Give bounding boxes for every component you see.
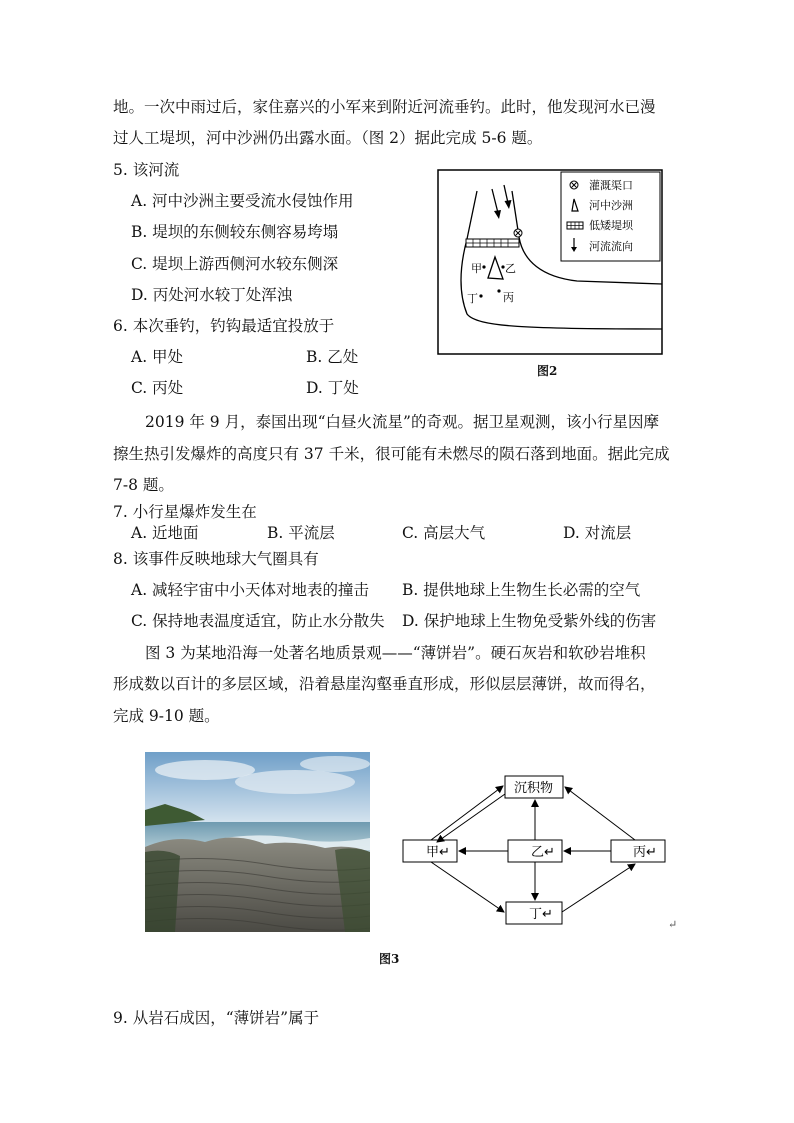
passage2-line1: 2019 年 9 月，泰国出现“白昼火流星”的奇观。据卫星观测，该小行星因摩 bbox=[145, 413, 659, 431]
q6-option-a: A. 甲处 bbox=[131, 348, 184, 366]
q8-option-c: C. 保持地表温度适宜，防止水分散失 bbox=[131, 612, 385, 630]
photo-foreground-vegetation bbox=[145, 851, 180, 932]
node-yi-label: 乙↵ bbox=[531, 845, 555, 860]
q8-option-a: A. 减轻宇宙中小天体对地表的撞击 bbox=[131, 581, 370, 599]
figure2-caption: 图2 bbox=[537, 364, 558, 378]
passage1-line1: 地。一次中雨过后，家住嘉兴的小军来到附近河流垂钓。此时，他发现河水已漫 bbox=[113, 98, 656, 116]
canal-outlet-marker bbox=[514, 229, 522, 237]
return-mark: ↵ bbox=[668, 918, 678, 931]
q7-option-c: C. 高层大气 bbox=[402, 524, 486, 542]
q5-option-a: A. 河中沙洲主要受流水侵蚀作用 bbox=[131, 192, 354, 210]
q5-option-c: C. 堤坝上游西侧河水较东侧深 bbox=[131, 255, 339, 273]
q6-stem: 6. 本次垂钓，钓钩最适宜投放于 bbox=[113, 317, 335, 335]
q8-option-d: D. 保护地球上生物免受紫外线的伤害 bbox=[402, 612, 657, 630]
pancake-rocks-photo bbox=[145, 752, 370, 932]
q8-option-b: B. 提供地球上生物生长必需的空气 bbox=[402, 581, 641, 599]
q7-option-b: B. 平流层 bbox=[267, 524, 335, 542]
point-bing bbox=[497, 289, 500, 292]
node-bing-label: 丙↵ bbox=[633, 845, 657, 860]
legend-label-dam: 低矮堤坝 bbox=[589, 219, 633, 232]
arrow-jia-to-sediment bbox=[431, 786, 503, 840]
node-sediment-label: 沉积物 bbox=[514, 781, 554, 796]
q7-option-d: D. 对流层 bbox=[563, 524, 632, 542]
low-dam bbox=[466, 239, 519, 247]
q6-option-d: D. 丁处 bbox=[306, 379, 359, 397]
passage3-line1: 图 3 为某地沿海一处著名地质景观——“薄饼岩”。硬石灰岩和软砂岩堆积 bbox=[145, 644, 646, 662]
q7-option-a: A. 近地面 bbox=[131, 524, 199, 542]
photo-cloud-2 bbox=[235, 770, 355, 794]
arrow-jia-to-ding bbox=[431, 862, 504, 912]
legend-label-flow: 河流流向 bbox=[589, 240, 633, 253]
passage3-line3: 完成 9-10 题。 bbox=[113, 707, 220, 725]
arrow-ding-to-bing bbox=[562, 864, 635, 912]
passage3-line2: 形成数以百计的多层区域，沿着悬崖沟壑垂直形成，形似层层薄饼，故而得名， bbox=[113, 675, 656, 693]
q6-option-c: C. 丙处 bbox=[131, 379, 184, 397]
passage2-line2: 擦生热引发爆炸的高度只有 37 千米，很可能有未燃尽的陨石落到地面。据此完成 bbox=[113, 445, 670, 463]
legend-label-canal: 灌溉渠口 bbox=[589, 179, 633, 192]
label-jia: 甲 bbox=[471, 262, 482, 275]
arrow-bing-to-sediment bbox=[565, 787, 635, 840]
label-yi: 乙 bbox=[505, 262, 516, 275]
arrow-sediment-to-jia bbox=[437, 794, 505, 842]
label-ding: 丁 bbox=[467, 292, 478, 305]
q7-stem: 7. 小行星爆炸发生在 bbox=[113, 503, 257, 521]
point-yi bbox=[501, 265, 504, 268]
rock-cycle-diagram bbox=[395, 770, 685, 935]
legend-label-sandbar: 河中沙洲 bbox=[589, 199, 633, 212]
label-bing: 丙 bbox=[503, 291, 514, 304]
passage2-line3: 7-8 题。 bbox=[113, 476, 174, 494]
q5-stem: 5. 该河流 bbox=[113, 161, 180, 179]
photo-cloud-1 bbox=[155, 760, 255, 780]
q5-option-b: B. 堤坝的东侧较东侧容易垮塌 bbox=[131, 223, 339, 241]
photo-cloud-3 bbox=[300, 756, 370, 772]
q9-stem: 9. 从岩石成因，“薄饼岩”属于 bbox=[113, 1009, 320, 1027]
passage1-line2: 过人工堤坝，河中沙洲仍出露水面。（图 2）据此完成 5-6 题。 bbox=[113, 129, 543, 147]
q6-option-b: B. 乙处 bbox=[306, 348, 359, 366]
figure3-caption: 图3 bbox=[379, 952, 400, 966]
point-jia bbox=[482, 265, 485, 268]
node-jia-label: 甲↵ bbox=[426, 845, 450, 860]
q8-stem: 8. 该事件反映地球大气圈具有 bbox=[113, 550, 319, 568]
node-ding-label: 丁↵ bbox=[529, 907, 553, 922]
q5-option-d: D. 丙处河水较丁处浑浊 bbox=[131, 286, 293, 304]
point-ding bbox=[479, 294, 482, 297]
figure2-river-map bbox=[437, 169, 663, 355]
